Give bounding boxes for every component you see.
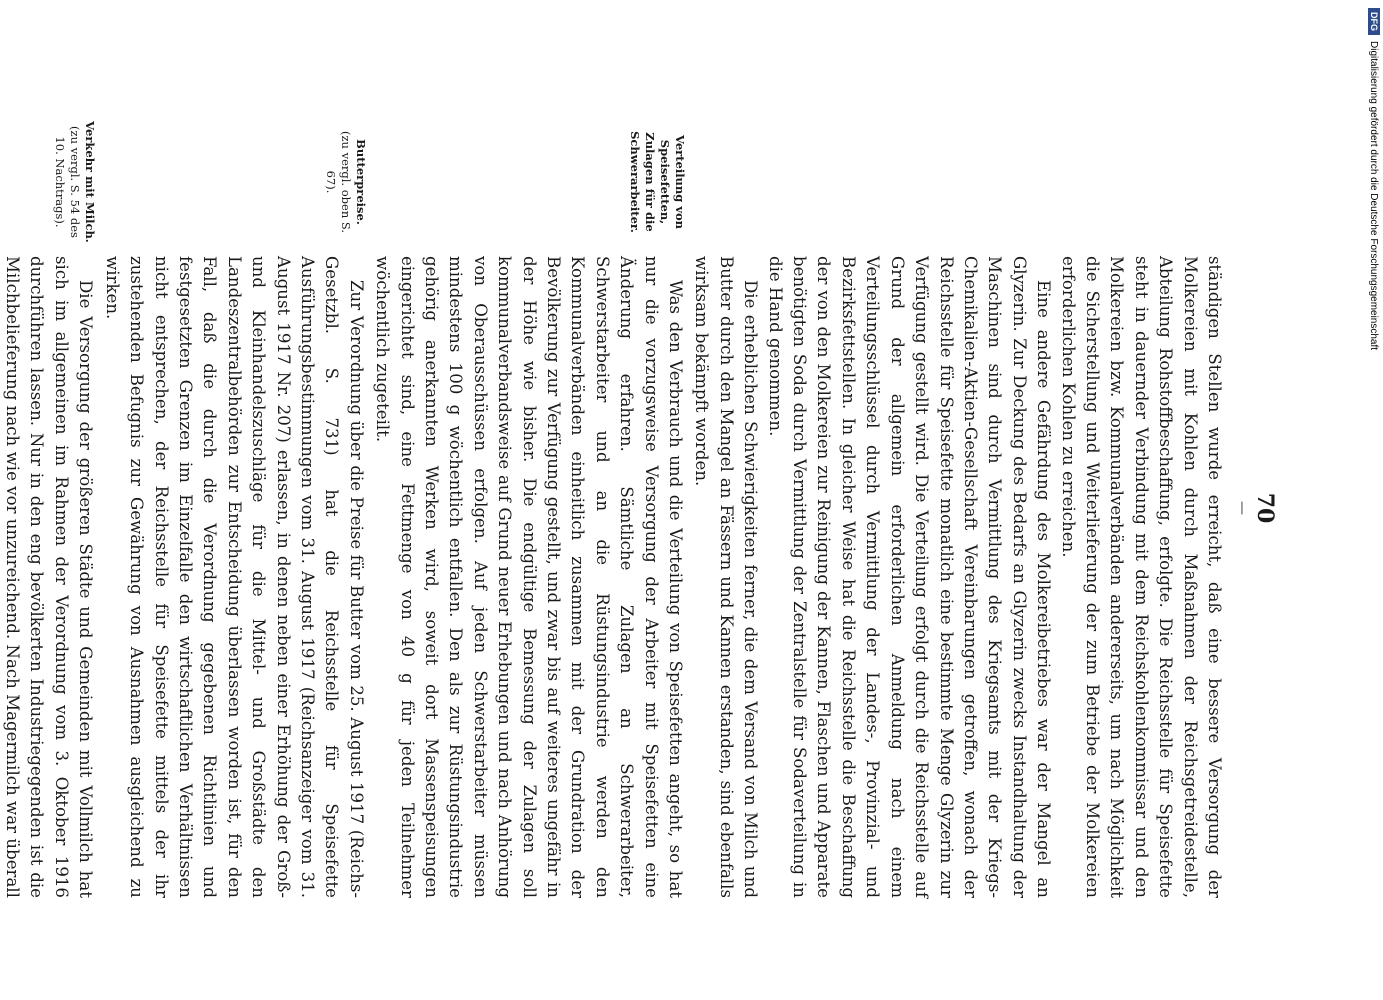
document-body	[0, 118, 1226, 898]
paragraph: ständigen Stellen wurde erreicht, daß eine bessere Versorgung der Molkereien mit Kohlen durch Maßnahmen der Reichsgetreidestelle, Abteilung Rohstoffbeschaffung, erfolgte. Die Reichsstelle für Speisefette steht in dauernder Verbindung mit dem Reichskohlenkommissar und den Molkereien bzw. Kommunalverbänden andererseits, um nach Möglichkeit die Sicherstellung und Weiterlieferung der zum Betriebe der Molkereien erforderlichen Kohlen zu erreichen.	[1058, 256, 1224, 898]
margin-note-reference: (zu vergl. S. 54 des 10. Nachtrags).	[53, 126, 83, 238]
digitization-footer	[1365, 0, 1383, 1000]
section	[99, 118, 367, 898]
margin-note-heading: Verkehr mit Milch.	[83, 121, 98, 243]
margin-note	[689, 118, 1226, 256]
paragraph: Zur Verordnung über die Preise für Butter vom 25. August 1917 (Reichs-Gesetzbl. S. 731) hat die Reichsstelle für Speisefette Ausführungsbestimmungen vom 31. August 1917 (Reichsanzeiger vom 31. August 1917 Nr. 207) erlassen, in denen neben einer Erhöhung der Groß- und Kleinhandelszuschläge für die Mittel- und Großstädte den Landeszentralbehörden zur Entscheidung überlassen worden ist, für den Fall, daß die durch die Verordnung gegebenen Richtlinien und festgesetzten Grenzen im Einzelfalle den wirtschaftlichen Verhältnissen nicht entsprechen, der Reichsstelle für Speisefette mittels der ihr zustehenden Befugnis zur Gewährung von Ausnahmen ausgleichend zu wirken.	[102, 256, 366, 898]
paragraph: Eine andere Gefährdung des Molkereibetriebes war der Mangel an Glyzerin. Zur Deckung des Bedarfs an Glyzerin zwecks Instandhaltung der Maschinen sind durch Vermittlung des Kriegsamts mit der Kriegs-Chemikalien-Aktien-Gesellschaft Vereinbarungen getroffen, wonach der Reichsstelle für Speisefette monatlich eine bestimmte Menge Glyzerin zur Verfügung gestellt wird. Die Verteilung erfolgt durch die Reichsstelle auf Grund der allgemein erforderlichen Anmeldung nach einem Verteilungsschlüssel durch Vermittlung der Landes-, Provinzial- und Bezirksfettstellen. In gleicher Weise hat die Reichsstelle die Beschaffung der von den Molkereien zur Reinigung der Kannen, Flaschen und Apparate benötigten Soda durch Vermittlung der Zentralstelle für Sodaverteilung in die Hand genommen.	[765, 256, 1054, 898]
section-body	[689, 256, 1226, 898]
margin-note-heading: Verteilung von Speisefetten, Zulagen für die Schwerarbeiter.	[628, 131, 688, 233]
rotated-document-page	[3, 58, 1318, 958]
section-body	[0, 256, 97, 898]
dfg-logo: DFG	[1368, 8, 1380, 35]
page-number: 70	[1252, 492, 1278, 524]
section	[689, 118, 1226, 898]
margin-note-heading: Butterpreise.	[353, 139, 368, 225]
footer-line	[1365, 0, 1383, 1000]
footer-text: Digitalisierung gefördert durch die Deutsche Forschungsgemeinschaft	[1368, 41, 1380, 351]
paragraph: Die erheblichen Schwierigkeiten ferner, die dem Versand von Milch und Butter durch den Mangel an Fässern und Kannen erstanden, sind ebenfalls wirksam bekämpft worden.	[692, 256, 761, 898]
section-body	[99, 256, 367, 898]
margin-note	[99, 118, 367, 256]
paragraph: Die Versorgung der größeren Städte und Gemeinden mit Vollmilch hat sich im allgemeinen im Rahmen der Verordnung vom 3. Oktober 1916 durchführen lassen. Nur in den eng bevölkerten Industriegegenden ist die Milchbelieferung nach wie vor unzureichend. Nach Magermilch war überall	[3, 256, 96, 898]
margin-note	[0, 118, 97, 256]
margin-note-reference: (zu vergl. oben S. 67).	[323, 130, 353, 234]
page-rule: —	[1234, 501, 1250, 515]
paragraph: Was den Verbrauch und die Verteilung von Speisefetten angeht, so hat nur die vorzugsweise Versorgung der Arbeiter mit Speisefetten eine Änderung erfahren. Sämtliche Zulagen an Schwerarbeiter, Schwerstarbeiter und an die Rüstungsindustrie werden den Kommunalverbänden einheitlich zusammen mit der Grundration der Bevölkerung zur Verfügung gestellt, und zwar bis auf weiteres ungefähr in der Höhe wie bisher. Die endgültige Bemessung der Zulagen soll kommunalverbandsweise auf Grund neuer Erhebungen und nach Anhörung von Oberausschüssen erfolgen. Auf jeden Schwerstarbeiter müssen mindestens 100 g wöchentlich entfallen. Den als zur Rüstungsindustrie gehörig anerkannten Werken wird, soweit dort Massenspeisungen eingerichtet sind, eine Fettmenge von 40 g für jeden Teilnehmer wöchentlich zugeteilt.	[373, 256, 686, 898]
margin-note	[370, 118, 687, 256]
section	[0, 118, 97, 898]
section	[370, 118, 687, 898]
section-body	[370, 256, 687, 898]
